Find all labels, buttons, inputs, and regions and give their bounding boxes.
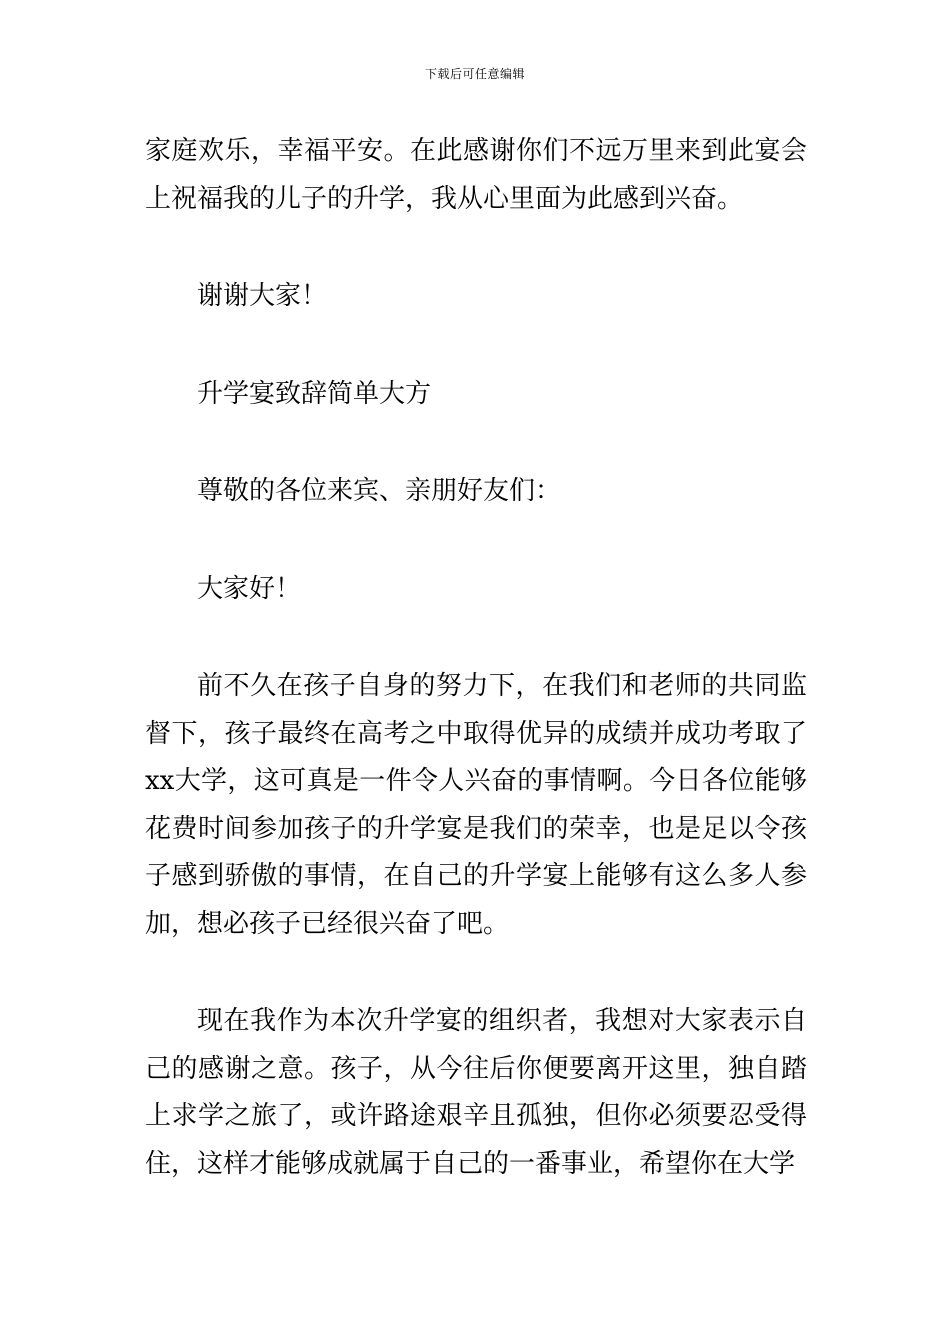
page-header: 下载后可任意编辑	[424, 67, 525, 81]
document-body	[145, 128, 807, 1188]
paragraph-7: 现在我作为本次升学宴的组织者，我想对大家表示自己的感谢之意。孩子，从今往后你便要离开这里，独自踏上求学之旅了，或许路途艰辛且孤独，但你必须要忍受得住，这样才能够成就属于自己的一番事业，希望你在大学	[145, 1006, 807, 1179]
paragraph-4: 尊敬的各位来宾、亲朋好友们：	[197, 476, 562, 506]
paragraph-1: 家庭欢乐，幸福平安。在此感谢你们不远万里来到此宴会上祝福我的儿子的升学，我从心里面为此感到兴奋。	[145, 136, 807, 214]
paragraph-3: 升学宴致辞简单大方	[197, 378, 432, 409]
paragraph-6: 前不久在孩子自身的努力下，在我们和老师的共同监督下，孩子最终在高考之中取得优异的成绩并成功考取了xx大学，这可真是一件令人兴奋的事情啊。今日各位能够花费时间参加孩子的升学宴是我们的荣幸，也是足以令孩子感到骄傲的事情，在自己的升学宴上能够有这么多人参加，想必孩子已经很兴奋了吧。	[145, 671, 807, 939]
paragraph-2: 谢谢大家！	[197, 281, 328, 311]
paragraph-5: 大家好！	[197, 573, 302, 604]
